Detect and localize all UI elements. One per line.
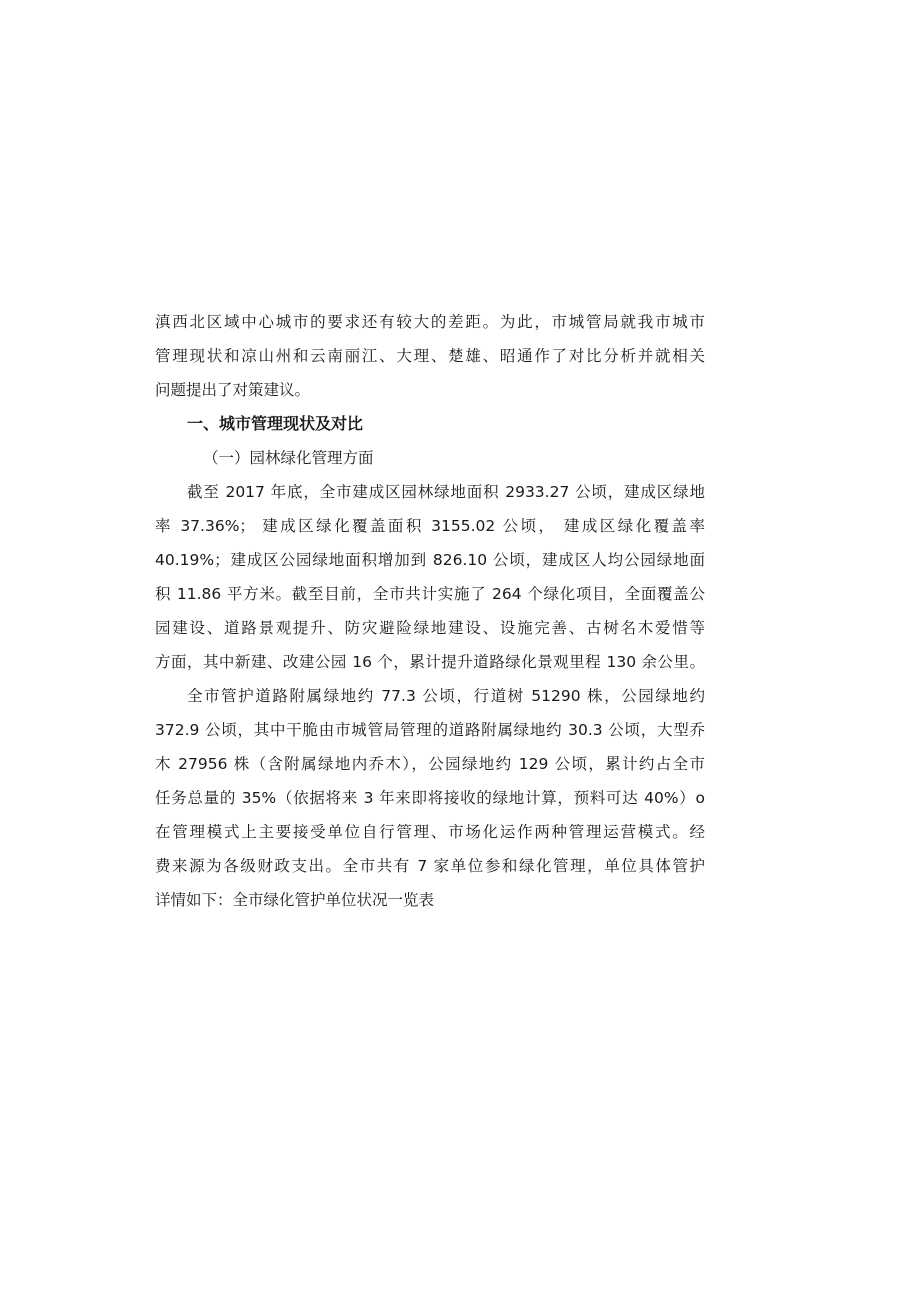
paragraph-line: 372.9 公顷，其中干脆由市城管局管理的道路附属绿地约 30.3 公顷，大型乔 [155, 721, 705, 739]
paragraph-line: 管理现状和凉山州和云南丽江、大理、楚雄、昭通作了对比分析并就相关 [155, 347, 705, 365]
paragraph-line: 积 11.86 平方米。截至目前，全市共计实施了 264 个绿化项目，全面覆盖公 [155, 585, 705, 603]
paragraph-line: 问题提出了对策建议。 [155, 381, 311, 399]
paragraph-line: 任务总量的 35%（依据将来 3 年来即将接收的绿地计算，预料可达 40%）o [155, 789, 705, 807]
paragraph-line: 园建设、道路景观提升、防灾避险绿地建设、设施完善、古树名木爱惜等 [155, 619, 705, 637]
paragraph-line: 在管理模式上主要接受单位自行管理、市场化运作两种管理运营模式。经 [155, 823, 705, 841]
paragraph-line: 费来源为各级财政支出。全市共有 7 家单位参和绿化管理，单位具体管护 [155, 857, 705, 875]
paragraph-line: 木 27956 株（含附属绿地内乔木），公园绿地约 129 公顷，累计约占全市 [155, 755, 705, 773]
paragraph-line: 方面，其中新建、改建公园 16 个，累计提升道路绿化景观里程 130 余公里。 [155, 653, 705, 671]
paragraph-line: 详情如下：全市绿化管护单位状况一览表 [155, 891, 435, 909]
paragraph-line: 40.19%；建成区公园绿地面积增加到 826.10 公顷，建成区人均公园绿地面 [155, 551, 705, 569]
section-heading: 一、城市管理现状及对比 [187, 414, 364, 433]
subsection-heading: （一）园林绿化管理方面 [203, 449, 374, 467]
paragraph-line: 截至 2017 年底，全市建成区园林绿地面积 2933.27 公顷，建成区绿地 [187, 483, 705, 501]
paragraph-line: 率 37.36%； 建成区绿化覆盖面积 3155.02 公顷， 建成区绿化覆盖率 [155, 517, 705, 535]
paragraph-line: 滇西北区域中心城市的要求还有较大的差距。为此，市城管局就我市城市 [155, 313, 705, 331]
paragraph-line: 全市管护道路附属绿地约 77.3 公顷，行道树 51290 株，公园绿地约 [187, 687, 705, 705]
